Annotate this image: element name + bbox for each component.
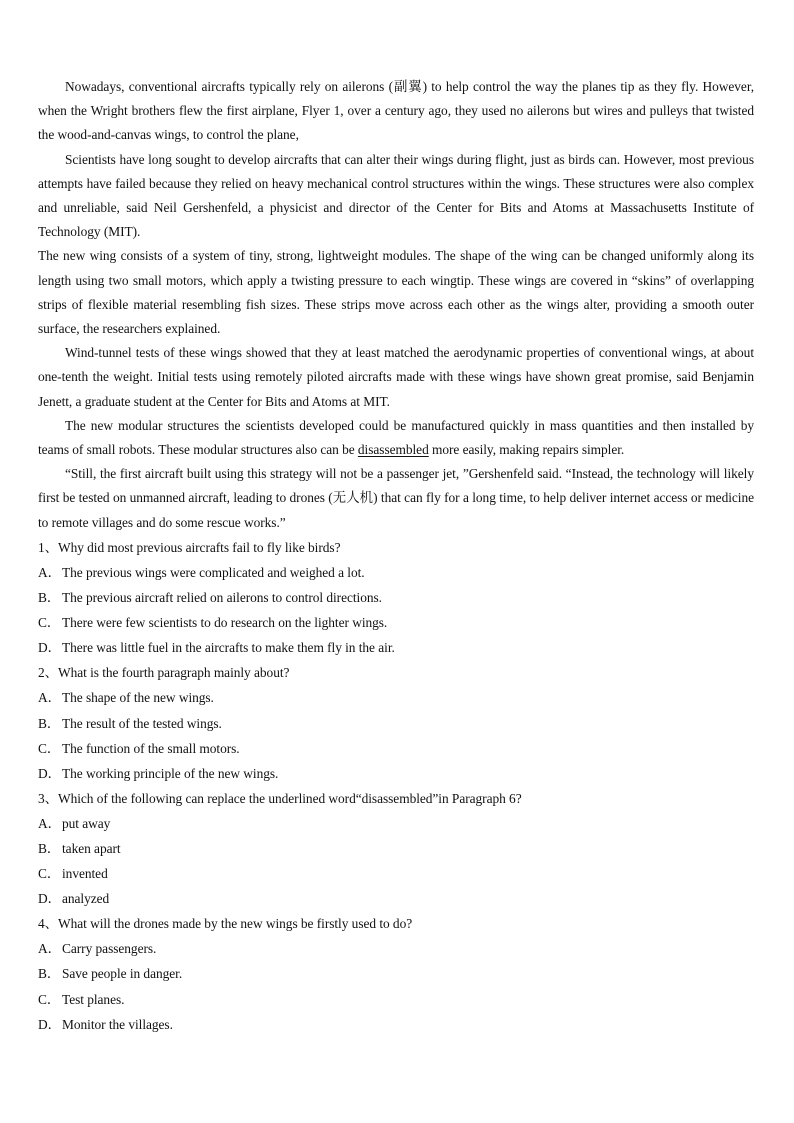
option-letter: D． <box>38 891 61 907</box>
option-c <box>38 736 754 761</box>
option-a <box>38 685 754 710</box>
option-letter: B． <box>38 590 61 606</box>
option-letter: C． <box>38 991 61 1007</box>
option-text: There were few scientists to do research on the lighter wings. <box>62 615 388 631</box>
question-stem: 3、Which of the following can replace the underlined word“disassembled”in Paragraph 6? <box>38 790 522 806</box>
question-4 <box>38 911 754 1036</box>
option-letter: D． <box>38 765 61 781</box>
option-letter: D． <box>38 640 61 656</box>
option-b <box>38 836 754 861</box>
option-text: Carry passengers. <box>62 941 157 957</box>
paragraph-5-text-before: The new modular structures the scientists developed could be manufactured quickly in mass quantities and then installed by teams of small robots. These modular structures also can be <box>38 417 754 458</box>
option-letter: B． <box>38 840 61 856</box>
option-letter: A． <box>38 941 61 957</box>
question-1 <box>38 535 754 660</box>
underlined-word: disassembled <box>357 442 429 458</box>
option-letter: C． <box>38 866 61 882</box>
option-b <box>38 711 754 736</box>
option-c <box>38 987 754 1012</box>
option-c <box>38 861 754 886</box>
option-text: invented <box>62 866 108 882</box>
option-letter: A． <box>38 815 61 831</box>
passage-paragraph-2: Scientists have long sought to develop aircrafts that can alter their wings during flight, just as birds can. However, most previous attempts have failed because they relied on heavy mechanical control structures within the wings. These structures were also complex and unreliable, said Neil Gershenfeld, a physicist and director of the Center for Bits and Atoms at Massachusetts Institute of Technology (MIT). <box>38 151 754 240</box>
option-text: taken apart <box>62 840 121 856</box>
option-letter: A． <box>38 564 61 580</box>
option-a <box>38 560 754 585</box>
option-text: put away <box>62 815 111 831</box>
question-3 <box>38 786 754 911</box>
option-text: There was little fuel in the aircrafts to make them fly in the air. <box>62 640 395 656</box>
option-d <box>38 635 754 660</box>
passage-paragraph-3: The new wing consists of a system of tiny, strong, lightweight modules. The shape of the wing can be changed uniformly along its length using two small motors, which apply a twisting pressure to each wingtip. These wings are covered in “skins” of overlapping strips of flexible material resembling fish sizes. These strips move across each other as the wings alter, providing a smooth outer surface, the researchers explained. <box>38 248 754 337</box>
option-letter: D． <box>38 1016 61 1032</box>
option-text: Save people in danger. <box>62 966 183 982</box>
option-text: The previous aircraft relied on ailerons to control directions. <box>62 590 382 606</box>
option-text: The function of the small motors. <box>62 740 240 756</box>
option-b <box>38 961 754 986</box>
option-letter: A． <box>38 690 61 706</box>
passage-paragraph-6: “Still, the first aircraft built using this strategy will not be a passenger jet, ”Gershenfeld said. “Instead, the technology will likely first be tested on unmanned aircraft, leading to drones (无人机) that can fly for a long time, to help deliver internet access or medicine to remote villages and do some rescue works.” <box>38 466 754 530</box>
option-a <box>38 936 754 961</box>
option-text: analyzed <box>62 891 110 907</box>
option-text: The shape of the new wings. <box>62 690 214 706</box>
question-stem: 1、Why did most previous aircrafts fail to fly like birds? <box>38 539 341 555</box>
option-text: The working principle of the new wings. <box>62 765 279 781</box>
option-d <box>38 1012 754 1037</box>
option-a <box>38 811 754 836</box>
option-letter: C． <box>38 615 61 631</box>
option-letter: B． <box>38 966 61 982</box>
option-c <box>38 610 754 635</box>
option-text: Test planes. <box>62 991 125 1007</box>
passage-paragraph-4: Wind-tunnel tests of these wings showed that they at least matched the aerodynamic properties of conventional wings, at about one-tenth the weight. Initial tests using remotely piloted aircrafts made with these wings have shown great promise, said Benjamin Jenett, a graduate student at the Center for Bits and Atoms at MIT. <box>38 345 754 409</box>
option-d <box>38 886 754 911</box>
option-text: The result of the tested wings. <box>62 715 222 731</box>
passage-paragraph-1: Nowadays, conventional aircrafts typically rely on ailerons (副翼) to help control the way the planes tip as they fly. However, when the Wright brothers flew the first airplane, Flyer 1, over a century ago, they used no ailerons but wires and pulleys that twisted the wood-and-canvas wings, to control the plane, <box>38 79 754 143</box>
question-stem: 2、What is the fourth paragraph mainly about? <box>38 665 290 681</box>
option-letter: C． <box>38 740 61 756</box>
option-d <box>38 761 754 786</box>
option-letter: B． <box>38 715 61 731</box>
question-2 <box>38 660 754 785</box>
option-text: Monitor the villages. <box>62 1016 173 1032</box>
option-text: The previous wings were complicated and weighed a lot. <box>62 564 365 580</box>
document-page <box>38 75 754 1037</box>
passage-paragraph-5 <box>38 414 754 462</box>
question-stem: 4、What will the drones made by the new wings be firstly used to do? <box>38 916 413 932</box>
paragraph-5-text-after: more easily, making repairs simpler. <box>428 442 625 458</box>
option-b <box>38 585 754 610</box>
